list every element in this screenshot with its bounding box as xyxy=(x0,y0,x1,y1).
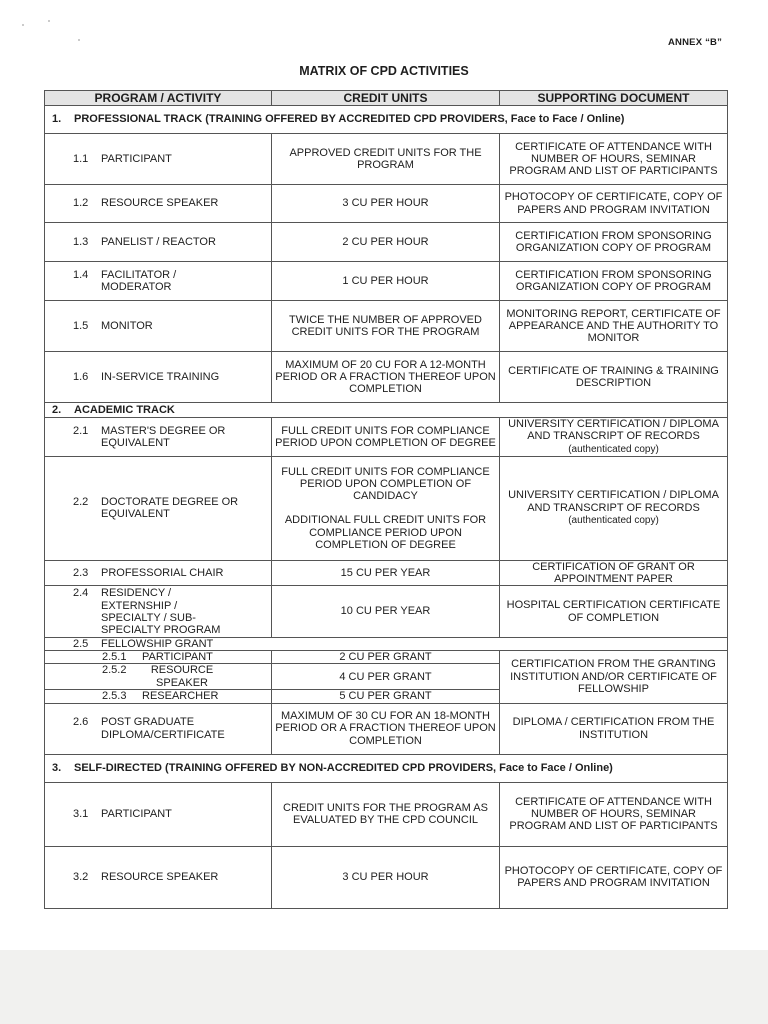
supporting-document-cell: PHOTOCOPY OF CERTIFICATE, COPY OF PAPERS AND PROGRAM INVITATION xyxy=(500,185,728,223)
activity-name: MONITOR xyxy=(101,319,153,332)
supporting-document-cell: DIPLOMA / CERTIFICATION FROM THE INSTITUTION xyxy=(500,703,728,754)
scan-speck xyxy=(22,24,24,26)
credit-units-cell: 15 CU PER YEAR xyxy=(272,560,500,586)
item-number: 2.5.3 xyxy=(102,690,127,703)
table-row xyxy=(45,223,728,262)
activity-name: RESOURCE SPEAKER xyxy=(101,197,219,210)
activity-name: RESEARCHER xyxy=(142,690,219,703)
item-number: 2.5.1 xyxy=(102,650,127,663)
credit-units-candidacy: FULL CREDIT UNITS FOR COMPLIANCE PERIOD UPON COMPLETION OF CANDIDACY xyxy=(281,465,490,503)
section-row-self-directed xyxy=(45,754,728,782)
supporting-document-cell: CERTIFICATION FROM SPONSORING ORGANIZATION COPY OF PROGRAM xyxy=(500,262,728,301)
table-header-row xyxy=(45,91,728,106)
table-row xyxy=(45,301,728,352)
scan-speck xyxy=(78,39,80,41)
table-row xyxy=(45,134,728,185)
item-number: 2.3 xyxy=(73,567,89,580)
credit-units-cell: CREDIT UNITS FOR THE PROGRAM AS EVALUATED BY THE CPD COUNCIL xyxy=(272,782,500,846)
supporting-document-cell: PHOTOCOPY OF CERTIFICATE, COPY OF PAPERS AND PROGRAM INVITATION xyxy=(500,846,728,908)
header-program-activity: PROGRAM / ACTIVITY xyxy=(45,91,272,106)
supporting-document-cell: CERTIFICATION FROM SPONSORING ORGANIZATION COPY OF PROGRAM xyxy=(500,223,728,262)
table-row xyxy=(45,560,728,586)
activity-name: PARTICIPANT xyxy=(101,152,172,165)
scan-speck xyxy=(48,20,50,22)
document-note: (authenticated copy) xyxy=(568,443,659,455)
item-number: 2.2 xyxy=(73,496,89,509)
cpd-matrix-table xyxy=(44,90,728,909)
item-number: 1.3 xyxy=(73,235,89,248)
header-credit-units: CREDIT UNITS xyxy=(272,91,500,106)
page-bottom-margin xyxy=(0,950,768,1024)
page-title: MATRIX OF CPD ACTIVITIES xyxy=(299,64,469,78)
supporting-document-cell: CERTIFICATE OF ATTENDANCE WITH NUMBER OF HOURS, SEMINAR PROGRAM AND LIST OF PARTICIPANTS xyxy=(500,782,728,846)
table-row xyxy=(45,262,728,301)
header-supporting-document: SUPPORTING DOCUMENT xyxy=(500,91,728,106)
credit-units-cell: 5 CU PER GRANT xyxy=(272,690,500,703)
item-number: 1.5 xyxy=(73,319,89,332)
table-row xyxy=(45,703,728,754)
credit-units-cell: APPROVED CREDIT UNITS FOR THE PROGRAM xyxy=(272,134,500,185)
table-row xyxy=(45,586,728,637)
activity-name: RESOURCE SPEAKER xyxy=(150,664,214,689)
section-row-academic-track xyxy=(45,403,728,418)
section-title: PROFESSIONAL TRACK (TRAINING OFFERED BY ACCREDITED CPD PROVIDERS, Face to Face / Online) xyxy=(74,113,625,126)
item-number: 2.1 xyxy=(73,424,89,437)
activity-name: FACILITATOR / MODERATOR xyxy=(101,268,177,293)
credit-units-cell: 2 CU PER GRANT xyxy=(272,650,500,663)
table-row xyxy=(45,846,728,908)
activity-name: RESOURCE SPEAKER xyxy=(101,870,219,883)
section-number: 1. xyxy=(52,113,62,126)
table-row xyxy=(45,456,728,560)
supporting-document-cell: CERTIFICATE OF TRAINING & TRAINING DESCRIPTION xyxy=(500,352,728,403)
activity-name: PARTICIPANT xyxy=(101,807,172,820)
section-number: 3. xyxy=(52,761,62,774)
document-text: UNIVERSITY CERTIFICATION / DIPLOMA AND TRANSCRIPT OF RECORDS xyxy=(508,418,719,443)
credit-units-cell: 10 CU PER YEAR xyxy=(272,586,500,637)
item-number: 3.1 xyxy=(73,807,89,820)
table-row xyxy=(45,418,728,457)
annex-label: ANNEX “B” xyxy=(668,37,723,48)
activity-name: RESIDENCY / EXTERNSHIP / SPECIALTY / SUB-SPECIALTY PROGRAM xyxy=(101,587,221,637)
activity-name: POST GRADUATE DIPLOMA/CERTIFICATE xyxy=(101,716,225,741)
supporting-document-cell: CERTIFICATE OF ATTENDANCE WITH NUMBER OF HOURS, SEMINAR PROGRAM AND LIST OF PARTICIPANTS xyxy=(500,134,728,185)
item-number: 1.6 xyxy=(73,370,89,383)
credit-units-cell: 2 CU PER HOUR xyxy=(272,223,500,262)
credit-units-cell: FULL CREDIT UNITS FOR COMPLIANCE PERIOD UPON COMPLETION OF DEGREE xyxy=(272,418,500,457)
supporting-document-cell xyxy=(500,456,728,560)
credit-units-cell: 3 CU PER HOUR xyxy=(272,185,500,223)
supporting-document-cell: MONITORING REPORT, CERTIFICATE OF APPEARANCE AND THE AUTHORITY TO MONITOR xyxy=(500,301,728,352)
activity-name: DOCTORATE DEGREE OR EQUIVALENT xyxy=(101,496,239,521)
table-row xyxy=(45,782,728,846)
item-number: 2.6 xyxy=(73,716,89,729)
credit-units-cell: TWICE THE NUMBER OF APPROVED CREDIT UNITS FOR THE PROGRAM xyxy=(272,301,500,352)
supporting-document-cell: CERTIFICATION OF GRANT OR APPOINTMENT PAPER xyxy=(500,560,728,586)
credit-units-cell: 1 CU PER HOUR xyxy=(272,262,500,301)
table-row xyxy=(45,650,728,663)
section-title: ACADEMIC TRACK xyxy=(74,403,175,416)
document-note: (authenticated copy) xyxy=(568,515,659,527)
section-number: 2. xyxy=(52,403,62,416)
activity-name: MASTER'S DEGREE OR EQUIVALENT xyxy=(101,424,226,449)
document-text: UNIVERSITY CERTIFICATION / DIPLOMA AND TRANSCRIPT OF RECORDS xyxy=(508,489,719,514)
item-number: 1.2 xyxy=(73,197,89,210)
credit-units-cell xyxy=(272,456,500,560)
item-number: 2.5.2 xyxy=(102,664,127,677)
credit-units-degree: ADDITIONAL FULL CREDIT UNITS FOR COMPLIANCE PERIOD UPON COMPLETION OF DEGREE xyxy=(284,514,487,551)
section-title: SELF-DIRECTED (TRAINING OFFERED BY NON-ACCREDITED CPD PROVIDERS, Face to Face / Online) xyxy=(74,761,613,774)
table-row xyxy=(45,352,728,403)
item-number: 2.4 xyxy=(73,587,89,600)
item-number: 1.1 xyxy=(73,152,89,165)
item-number: 1.4 xyxy=(73,268,89,281)
item-number: 3.2 xyxy=(73,870,89,883)
supporting-document-cell xyxy=(500,418,728,457)
credit-units-cell: 4 CU PER GRANT xyxy=(272,664,500,690)
section-row-professional-track xyxy=(45,106,728,134)
activity-name: PANELIST / REACTOR xyxy=(101,235,216,248)
activity-name: PARTICIPANT xyxy=(142,650,213,663)
fellowship-grant-row xyxy=(45,637,728,650)
item-number: 2.5 xyxy=(73,637,89,650)
activity-name: PROFESSORIAL CHAIR xyxy=(101,567,224,580)
credit-units-cell: MAXIMUM OF 20 CU FOR A 12-MONTH PERIOD OR A FRACTION THEREOF UPON COMPLETION xyxy=(272,352,500,403)
credit-units-cell: MAXIMUM OF 30 CU FOR AN 18-MONTH PERIOD OR A FRACTION THEREOF UPON COMPLETION xyxy=(272,703,500,754)
activity-name: IN-SERVICE TRAINING xyxy=(101,370,220,383)
supporting-document-cell: CERTIFICATION FROM THE GRANTING INSTITUTION AND/OR CERTIFICATE OF FELLOWSHIP xyxy=(500,650,728,703)
credit-units-cell: 3 CU PER HOUR xyxy=(272,846,500,908)
supporting-document-cell: HOSPITAL CERTIFICATION CERTIFICATE OF COMPLETION xyxy=(500,586,728,637)
table-row xyxy=(45,185,728,223)
activity-name: FELLOWSHIP GRANT xyxy=(101,637,214,650)
